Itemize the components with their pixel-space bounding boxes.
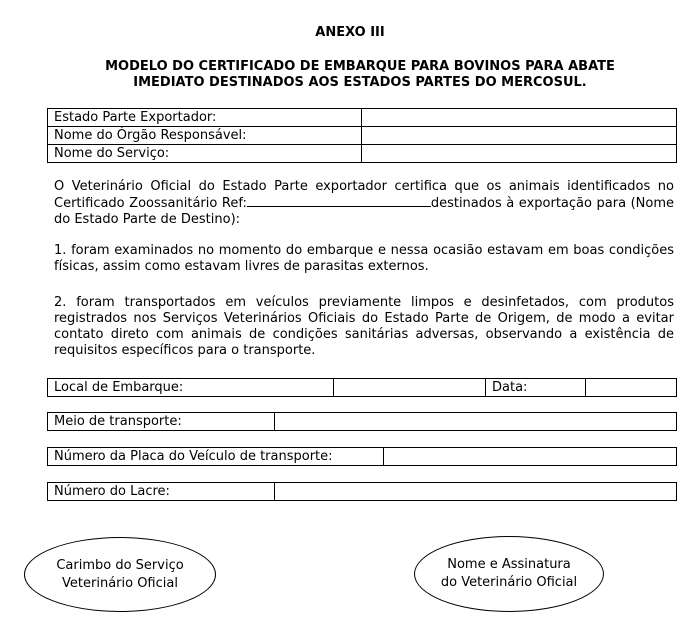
date-label: Data:: [486, 379, 586, 397]
signature-line-1: Nome e Assinatura: [447, 557, 571, 572]
date-value[interactable]: [586, 379, 677, 397]
clause-2: 2. foram transportados em veículos previamente limpos e desinfetados, com produtos registrados nos Serviços Veterinários Oficiais do Estado Parte de Origem, de modo a evitar contato direto com animais de condições sanitárias adversas, observando a existência de requisitos específicos para o transporte.: [54, 295, 674, 358]
boarding-place-label: Local de Embarque:: [48, 379, 334, 397]
seal-number-label: Número do Lacre:: [48, 483, 275, 501]
header-table: [47, 108, 677, 163]
seal-table: [47, 482, 677, 501]
exporter-state-row: [48, 109, 677, 127]
annex-label: ANEXO III: [315, 25, 385, 40]
clause-1: 1. foram examinados no momento do embarque e nessa ocasião estavam em boas condições físicas, assim como estavam livres de parasitas externos.: [54, 243, 674, 274]
transport-means-value[interactable]: [275, 413, 677, 431]
exporter-state-value[interactable]: [362, 109, 677, 127]
responsible-body-label: Nome do Órgão Responsável:: [48, 127, 362, 145]
intro-text-2: destinados à exportação para (Nome do Estado Parte de Destino):: [54, 196, 674, 227]
boarding-table: [47, 378, 677, 397]
intro-paragraph: [54, 179, 674, 228]
title-line-2: IMEDIATO DESTINADOS AOS ESTADOS PARTES DO MERCOSUL.: [133, 75, 587, 90]
official-stamp-area: [24, 537, 216, 612]
responsible-body-value[interactable]: [362, 127, 677, 145]
stamp-line-2: Veterinário Oficial: [62, 575, 178, 591]
exporter-state-label: Estado Parte Exportador:: [48, 109, 362, 127]
responsible-body-row: [48, 127, 677, 145]
service-name-value[interactable]: [362, 145, 677, 163]
boarding-place-value[interactable]: [334, 379, 486, 397]
title-line-1: MODELO DO CERTIFICADO DE EMBARQUE PARA BOVINOS PARA ABATE: [105, 59, 615, 74]
transport-means-label: Meio de transporte:: [48, 413, 275, 431]
reference-blank[interactable]: [247, 195, 431, 207]
document-title: [60, 59, 660, 91]
seal-number-value[interactable]: [275, 483, 677, 501]
service-name-row: [48, 145, 677, 163]
plate-number-value[interactable]: [384, 448, 677, 466]
transport-table: [47, 412, 677, 431]
signature-area: [414, 536, 604, 612]
service-name-label: Nome do Serviço:: [48, 145, 362, 163]
signature-line-2: do Veterinário Oficial: [440, 575, 578, 590]
stamp-line-1: Carimbo do Serviço: [56, 557, 184, 573]
plate-number-label: Número da Placa do Veículo de transporte:: [48, 448, 384, 466]
plate-table: [47, 447, 677, 466]
intro-text-1: O Veterinário Oficial do Estado Parte exportador certifica que os animais identificados no Certificado Zoossanitário Ref:: [54, 179, 674, 211]
